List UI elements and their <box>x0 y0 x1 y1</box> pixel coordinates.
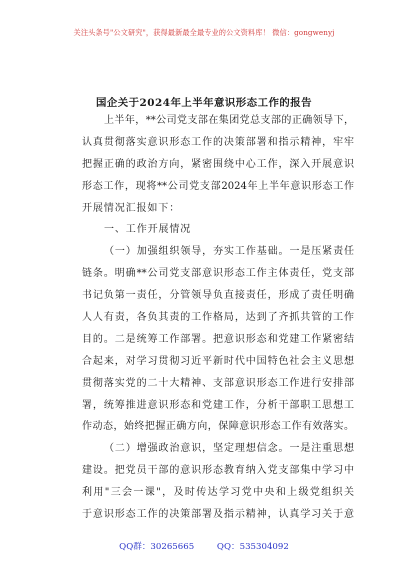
header-note: 关注头条号"公文研究"，获得最新最全最专业的公文资料库！ 微信：gongwenyj <box>73 28 335 37</box>
footer-contact <box>0 540 408 552</box>
body-line: 把握正确的政治方向，紧密围绕中心工作，深入开展意识 <box>82 158 354 170</box>
body-line: 形态工作，现将**公司党支部2024年上半年意识形态工作 <box>82 180 354 192</box>
body-line: 认真贯彻落实意识形态工作的决策部署和指示精神，牢牢 <box>82 136 354 148</box>
body-line: 合起来，对学习贯彻习近平新时代中国特色社会主义思想 <box>82 355 354 367</box>
body-line: 书记负第一责任，分管领导负直接责任，形成了责任明确 <box>82 290 354 302</box>
body-line: 目的。二是统筹工作部署。把意识形态和党建工作紧密结 <box>82 333 354 345</box>
footer-qq-number: QQ：535304092 <box>216 542 289 552</box>
body-line: 人人有责，各负其责的工作格局，达到了齐抓共管的工作 <box>82 312 354 324</box>
body-line: 链条。明确**公司党支部意识形态工作主体责任，党支部 <box>82 268 354 280</box>
document-title: 国企关于2024年上半年意识形态工作的报告 <box>95 97 313 109</box>
footer-qq-group: QQ群：30265665 <box>119 542 195 552</box>
body-line: 建设。把党员干部的意识形态教育纳入党支部集中学习中 <box>82 465 354 477</box>
body-line: （一）加强组织领导，夯实工作基础。一是压紧责任 <box>104 246 354 258</box>
body-line: （二）增强政治意识，坚定理想信念。一是注重思想 <box>104 443 354 455</box>
body-line: 于意识形态工作的决策部署及指示精神，认真学习关于意 <box>82 509 354 521</box>
section-heading: 一、工作开展情况 <box>104 224 192 236</box>
body-line: 开展情况汇报如下： <box>82 202 181 214</box>
body-line: 利用"三会一课"，及时传达学习党中央和上级党组织关 <box>82 487 354 499</box>
body-line: 作动态，始终把握正确方向，保障意识形态工作有效落实。 <box>82 421 354 433</box>
body-line: 署，统筹推进意识形态和党建工作，分析干部职工思想工 <box>82 399 354 411</box>
body-line: 贯彻落实党的二十大精神、支部意识形态工作进行安排部 <box>82 377 354 389</box>
body-line: 上半年，**公司党支部在集团党总支部的正确领导下， <box>104 115 354 126</box>
document-body <box>82 110 354 526</box>
